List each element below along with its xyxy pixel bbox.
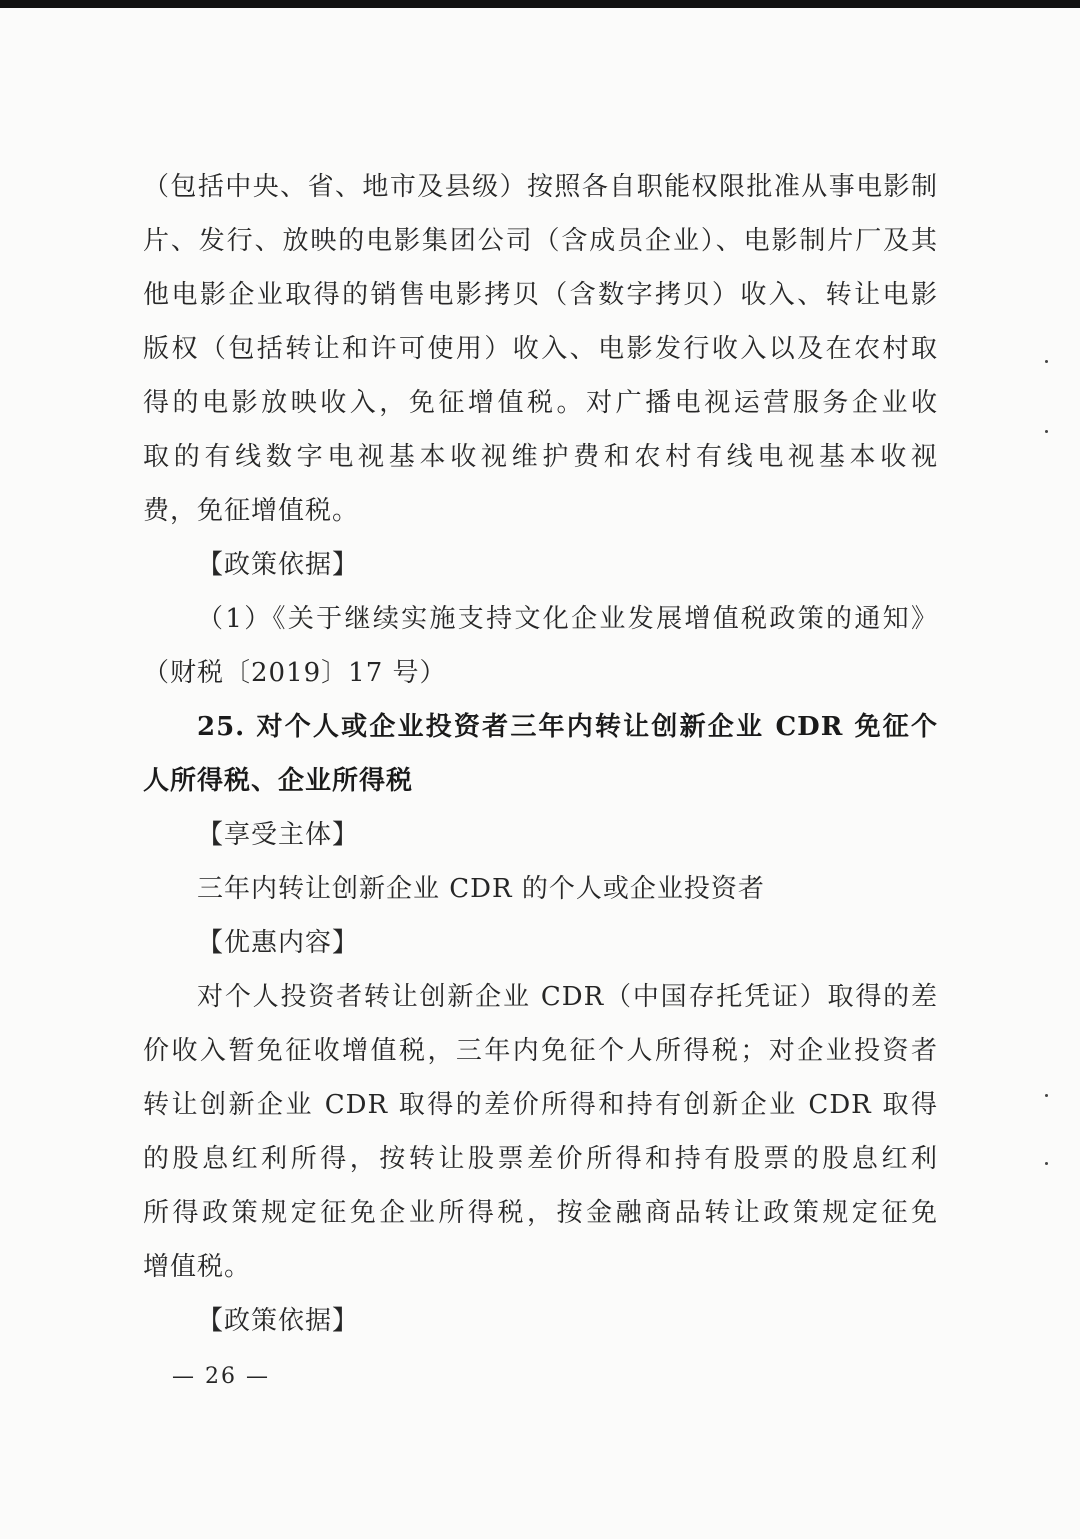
scan-speck: [1045, 360, 1048, 363]
body-text-line: 他电影企业取得的销售电影拷贝（含数字拷贝）收入、转让电影: [143, 280, 938, 310]
policy-reference-title: （1）《关于继续实施支持文化企业发展增值税政策的通知》: [197, 604, 938, 634]
body-text-line: 费，免征增值税。: [143, 496, 360, 526]
body-text-line: 对个人投资者转让创新企业 CDR（中国存托凭证）取得的差: [197, 982, 938, 1012]
section-heading: 25. 对个人或企业投资者三年内转让创新企业 CDR 免征个: [197, 712, 938, 742]
section-heading-continued: 人所得税、企业所得税: [143, 766, 414, 796]
scan-speck: [1045, 1094, 1048, 1097]
scan-speck: [1045, 1162, 1048, 1165]
body-text-line: （包括中央、省、地市及县级）按照各自职能权限批准从事电影制: [143, 172, 938, 202]
body-text-line: 所得政策规定征免企业所得税，按金融商品转让政策规定征免: [143, 1198, 938, 1228]
page-number: — 26 —: [172, 1364, 270, 1389]
section-label-beneficiary: 【享受主体】: [197, 820, 360, 850]
policy-reference-number: （财税〔2019〕17 号）: [143, 658, 447, 688]
scan-speck: [1045, 430, 1048, 433]
scan-top-edge: [0, 0, 1080, 8]
body-text-line: 取的有线数字电视基本收视维护费和农村有线电视基本收视: [143, 442, 938, 472]
body-text-line: 价收入暂免征收增值税，三年内免征个人所得税；对企业投资者: [143, 1036, 938, 1066]
beneficiary-text: 三年内转让创新企业 CDR 的个人或企业投资者: [197, 874, 765, 904]
body-text-line: 增值税。: [143, 1252, 252, 1282]
body-text-line: 转让创新企业 CDR 取得的差价所得和持有创新企业 CDR 取得: [143, 1090, 938, 1120]
body-text-line: 片、发行、放映的电影集团公司（含成员企业）、电影制片厂及其: [143, 226, 938, 256]
section-label-policy-basis: 【政策依据】: [197, 550, 360, 580]
body-text-line: 版权（包括转让和许可使用）收入、电影发行收入以及在农村取: [143, 334, 938, 364]
section-label-benefit-content: 【优惠内容】: [197, 928, 360, 958]
body-text-line: 的股息红利所得，按转让股票差价所得和持有股票的股息红利: [143, 1144, 938, 1174]
section-label-policy-basis: 【政策依据】: [197, 1306, 360, 1336]
body-text-line: 得的电影放映收入，免征增值税。对广播电视运营服务企业收: [143, 388, 938, 418]
